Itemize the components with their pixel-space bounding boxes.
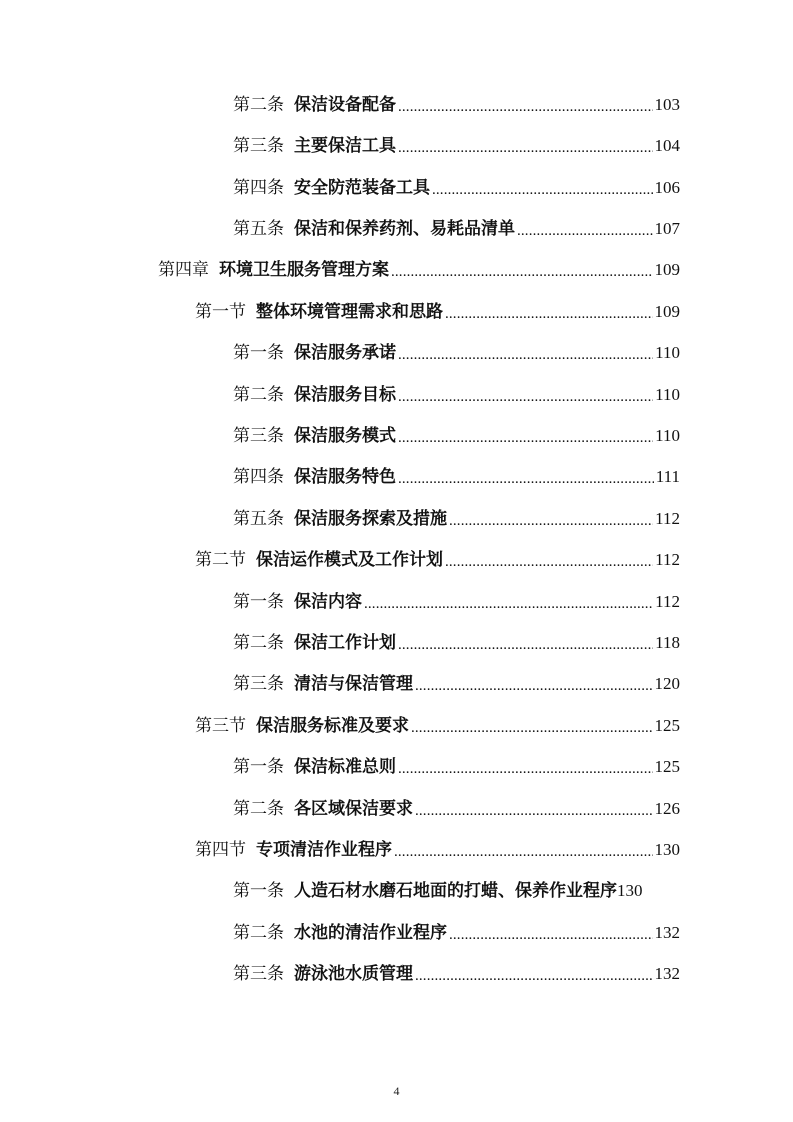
toc-entry-title: 主要保洁工具: [294, 136, 396, 156]
toc-entry-title: 专项清洁作业程序: [256, 840, 392, 860]
toc-leader-dots: [398, 384, 653, 410]
toc-entry-number: 第三条: [233, 426, 284, 446]
toc-entry-page: 130: [617, 881, 643, 900]
toc-entry-number: 第四章: [158, 260, 209, 280]
toc-entry-page: 107: [654, 219, 680, 238]
toc-entry-number: 第二节: [195, 550, 246, 570]
toc-entry-number: 第二条: [233, 633, 284, 653]
toc-leader-dots: [398, 94, 653, 120]
toc-entry-number: 第四条: [233, 178, 284, 198]
toc-entry[interactable]: [233, 669, 680, 699]
toc-entry-number: 第一条: [233, 881, 284, 901]
toc-leader-dots: [411, 715, 653, 741]
toc-entry-title: 安全防范装备工具: [294, 178, 430, 198]
toc-entry-title: 人造石材水磨石地面的打蜡、保养作业程序: [294, 881, 617, 901]
toc-entry-number: 第一节: [195, 302, 246, 322]
toc-entry-page: 112: [655, 509, 680, 528]
toc-entry-number: 第四节: [195, 840, 246, 860]
toc-entry-page: 112: [655, 550, 680, 569]
toc-entry-chapter[interactable]: [158, 255, 680, 285]
toc-entry-title: 水池的清洁作业程序: [294, 923, 447, 943]
toc-leader-dots: [398, 342, 653, 368]
toc-entry-page: 111: [655, 467, 680, 486]
toc-entry-number: 第三条: [233, 136, 284, 156]
toc-entry[interactable]: [233, 421, 680, 451]
toc-entry-number: 第一条: [233, 757, 284, 777]
toc-entry[interactable]: [233, 380, 680, 410]
toc-entry-title: 保洁设备配备: [294, 95, 396, 115]
toc-leader-dots: [449, 508, 653, 534]
toc-entry-number: 第二条: [233, 799, 284, 819]
toc-entry-number: 第二条: [233, 385, 284, 405]
toc-entry-title: 保洁服务目标: [294, 385, 396, 405]
toc-leader-dots: [398, 135, 653, 161]
toc-entry-number: 第三条: [233, 964, 284, 984]
toc-entry-number: 第一条: [233, 592, 284, 612]
toc-leader-dots: [445, 301, 653, 327]
toc-entry[interactable]: [233, 338, 680, 368]
toc-entry-page: 132: [654, 964, 680, 983]
toc-entry-title: 保洁和保养药剂、易耗品清单: [294, 219, 515, 239]
toc-entry-page: 110: [655, 426, 680, 445]
toc-entry[interactable]: [233, 628, 680, 658]
toc-entry-page: 118: [655, 633, 680, 652]
toc-leader-dots: [415, 798, 653, 824]
toc-entry-page: 125: [654, 757, 680, 776]
toc-entry[interactable]: [233, 587, 680, 617]
toc-entry-section[interactable]: [195, 711, 680, 741]
toc-entry-page: 130: [654, 840, 680, 859]
toc-entry[interactable]: [233, 959, 680, 989]
toc-entry-title: 整体环境管理需求和思路: [256, 302, 443, 322]
toc-entry[interactable]: [233, 794, 680, 824]
toc-entry-title: 清洁与保洁管理: [294, 674, 413, 694]
toc-entry-page: 120: [654, 674, 680, 693]
toc-leader-dots: [394, 839, 653, 865]
toc-leader-dots: [398, 466, 654, 492]
toc-leader-dots: [445, 549, 653, 575]
toc-leader-dots: [415, 963, 653, 989]
toc-entry-title: 保洁运作模式及工作计划: [256, 550, 443, 570]
toc-entry-title: 保洁标准总则: [294, 757, 396, 777]
toc-leader-dots: [391, 259, 653, 285]
toc-leader-dots: [415, 673, 653, 699]
toc-entry-title: 保洁服务模式: [294, 426, 396, 446]
toc-entry-section[interactable]: [195, 835, 680, 865]
toc-entry-number: 第二条: [233, 923, 284, 943]
toc-entry[interactable]: [233, 131, 680, 161]
toc-leader-dots: [398, 425, 653, 451]
toc-entry-page: 109: [654, 302, 680, 321]
page-number: 4: [393, 1084, 400, 1098]
toc-leader-dots: [364, 591, 653, 617]
toc-entry-number: 第五条: [233, 509, 284, 529]
toc-entry[interactable]: [233, 504, 680, 534]
toc-entry-section[interactable]: [195, 545, 680, 575]
toc-entry-title: 保洁内容: [294, 592, 362, 612]
toc-entry-number: 第三节: [195, 716, 246, 736]
toc-entry-title: 游泳池水质管理: [294, 964, 413, 984]
toc-entry-page: 132: [654, 923, 680, 942]
toc-entry-page: 104: [654, 136, 680, 155]
toc-leader-dots: [449, 922, 653, 948]
toc-entry-section[interactable]: [195, 297, 680, 327]
toc-entry-title: 保洁服务探索及措施: [294, 509, 447, 529]
toc-entry[interactable]: [233, 173, 680, 203]
toc-entry-page: 125: [654, 716, 680, 735]
toc-entry-page: 112: [655, 592, 680, 611]
toc-entry-page: 110: [655, 343, 680, 362]
toc-entry[interactable]: [233, 214, 680, 244]
toc-entry[interactable]: [233, 90, 680, 120]
toc-entry-number: 第四条: [233, 467, 284, 487]
toc-entry[interactable]: [233, 876, 680, 906]
toc-entry-page: 106: [654, 178, 680, 197]
toc-leader-dots: [398, 632, 653, 658]
toc-entry-page: 103: [654, 95, 680, 114]
toc-entry-title: 环境卫生服务管理方案: [219, 260, 389, 280]
toc-leader-dots: [517, 218, 653, 244]
toc-entry-number: 第二条: [233, 95, 284, 115]
toc-entry[interactable]: [233, 752, 680, 782]
toc-entry-title: 保洁服务特色: [294, 467, 396, 487]
toc-entry-page: 110: [655, 385, 680, 404]
toc-leader-dots: [432, 177, 653, 203]
toc-entry[interactable]: [233, 462, 680, 492]
toc-entry[interactable]: [233, 918, 680, 948]
toc-entry-page: 109: [654, 260, 680, 279]
toc-entry-number: 第五条: [233, 219, 284, 239]
toc-entry-page: 126: [654, 799, 680, 818]
toc-entry-number: 第一条: [233, 343, 284, 363]
toc-entry-title: 保洁工作计划: [294, 633, 396, 653]
toc-entry-title: 各区域保洁要求: [294, 799, 413, 819]
toc-entry-number: 第三条: [233, 674, 284, 694]
toc-entry-title: 保洁服务承诺: [294, 343, 396, 363]
toc-leader-dots: [398, 756, 653, 782]
toc-entry-title: 保洁服务标准及要求: [256, 716, 409, 736]
